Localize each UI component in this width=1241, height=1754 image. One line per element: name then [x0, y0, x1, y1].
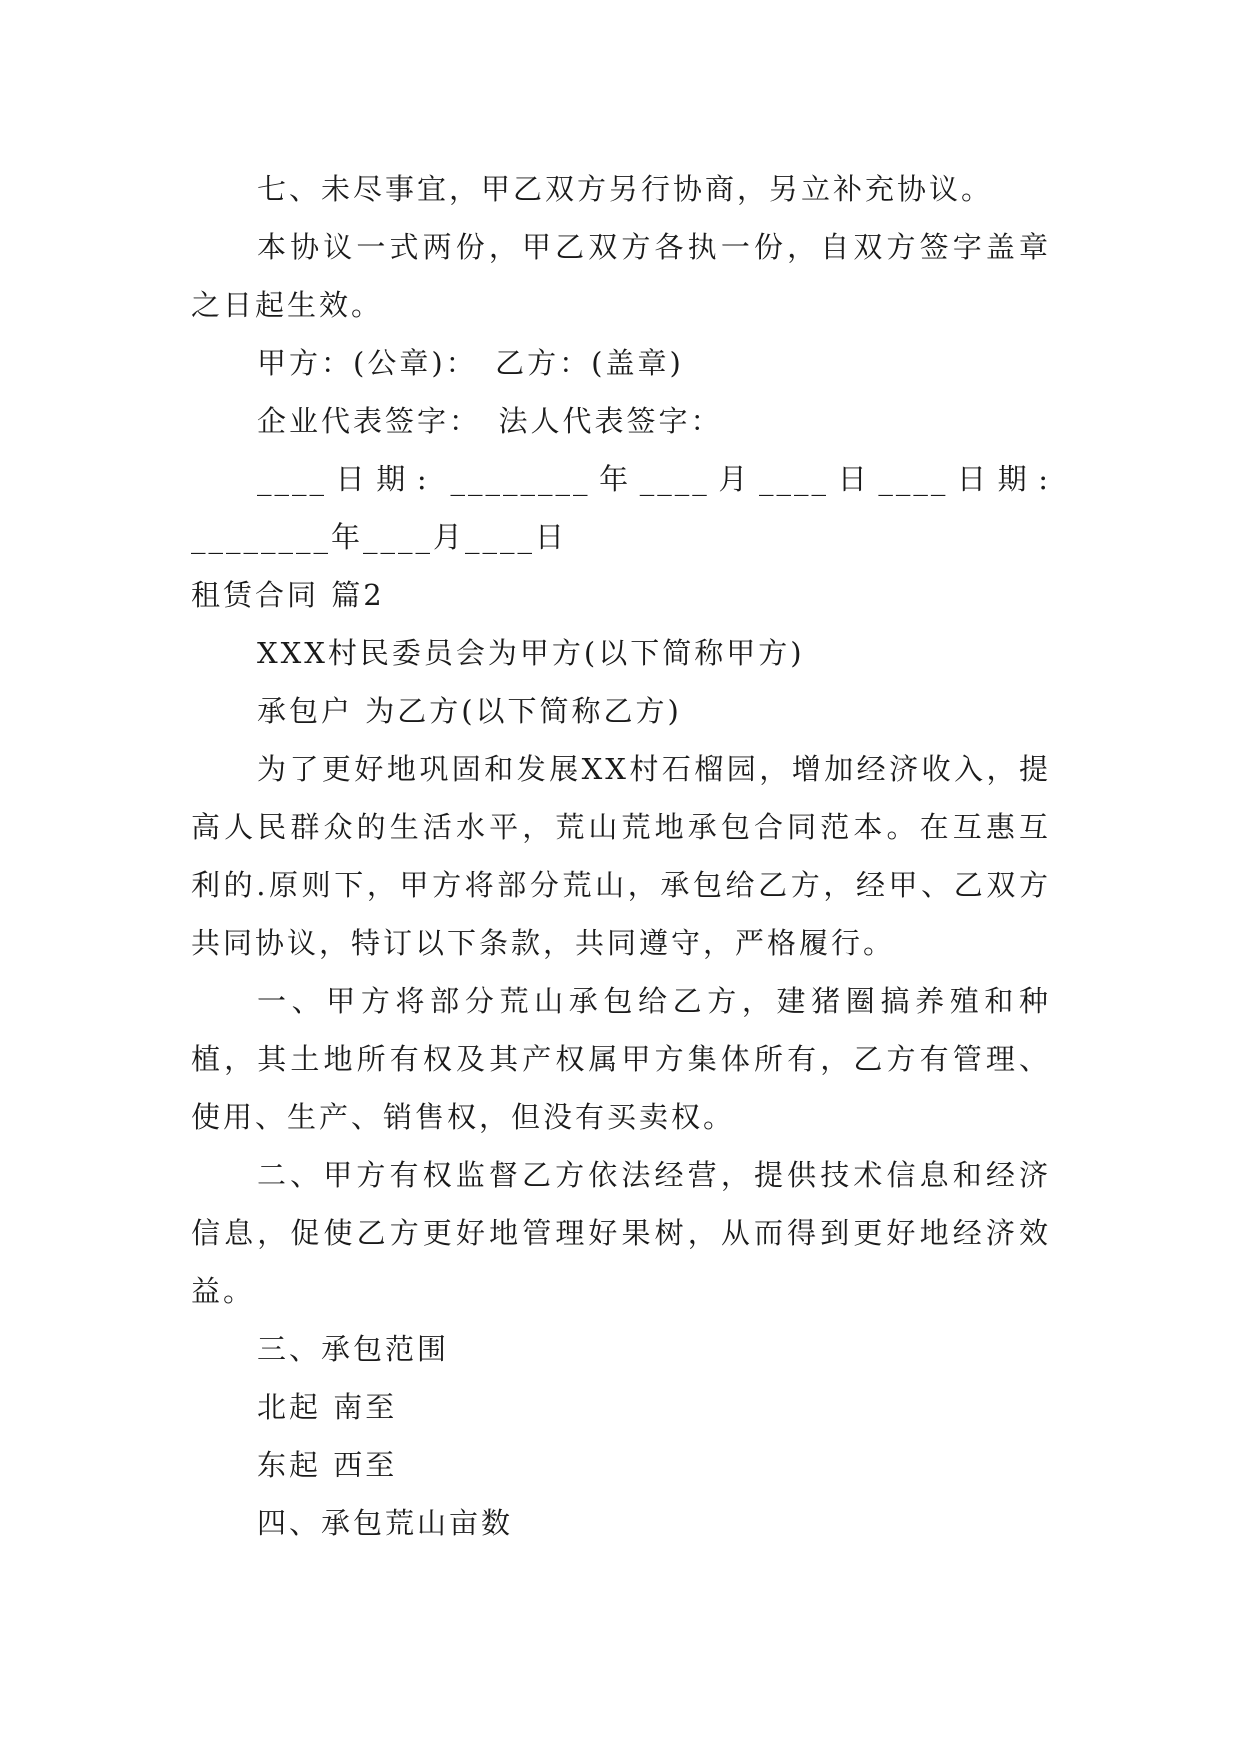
section-heading: 租赁合同 篇2 — [191, 578, 385, 612]
paragraph-clause-7: 七、未尽事宜，甲乙双方另行协商，另立补充协议。 — [257, 172, 994, 206]
paragraph-boundary-east-west: 东起 西至 — [257, 1448, 398, 1482]
paragraph-party-b: 承包户 为乙方(以下简称乙方) — [257, 694, 682, 728]
paragraph-party-a: XXX村民委员会为甲方(以下简称甲方) — [257, 636, 805, 670]
paragraph-signatures: 企业代表签字： 法人代表签字： — [257, 404, 723, 438]
paragraph-boundary-north-south: 北起 南至 — [257, 1390, 398, 1424]
paragraph-preamble: 为了更好地巩固和发展XX村石榴园，增加经济收入，提高人民群众的生活水平，荒山荒地承包合同范本。在互惠互利的.原则下，甲方将部分荒山，承包给乙方，经甲、乙双方共同协议，特订以下条款，共同遵守，严格履行。 — [191, 752, 1051, 960]
paragraph-clause-1: 一、甲方将部分荒山承包给乙方，建猪圈搞养殖和种植，其土地所有权及其产权属甲方集体所有，乙方有管理、使用、生产、销售权，但没有买卖权。 — [191, 984, 1051, 1134]
paragraph-clause-2: 二、甲方有权监督乙方依法经营，提供技术信息和经济信息，促使乙方更好地管理好果树，从而得到更好地经济效益。 — [191, 1158, 1051, 1308]
paragraph-clause-3: 三、承包范围 — [257, 1332, 450, 1366]
document-body — [191, 160, 1051, 1552]
paragraph-dates: ____日期: ________年____月____日____日期: ________年____月____日 — [191, 462, 1051, 554]
paragraph-clause-4: 四、承包荒山亩数 — [257, 1506, 514, 1540]
paragraph-seals: 甲方：(公章)： 乙方：(盖章) — [257, 346, 684, 380]
paragraph-effectiveness: 本协议一式两份，甲乙双方各执一份，自双方签字盖章之日起生效。 — [191, 230, 1051, 322]
